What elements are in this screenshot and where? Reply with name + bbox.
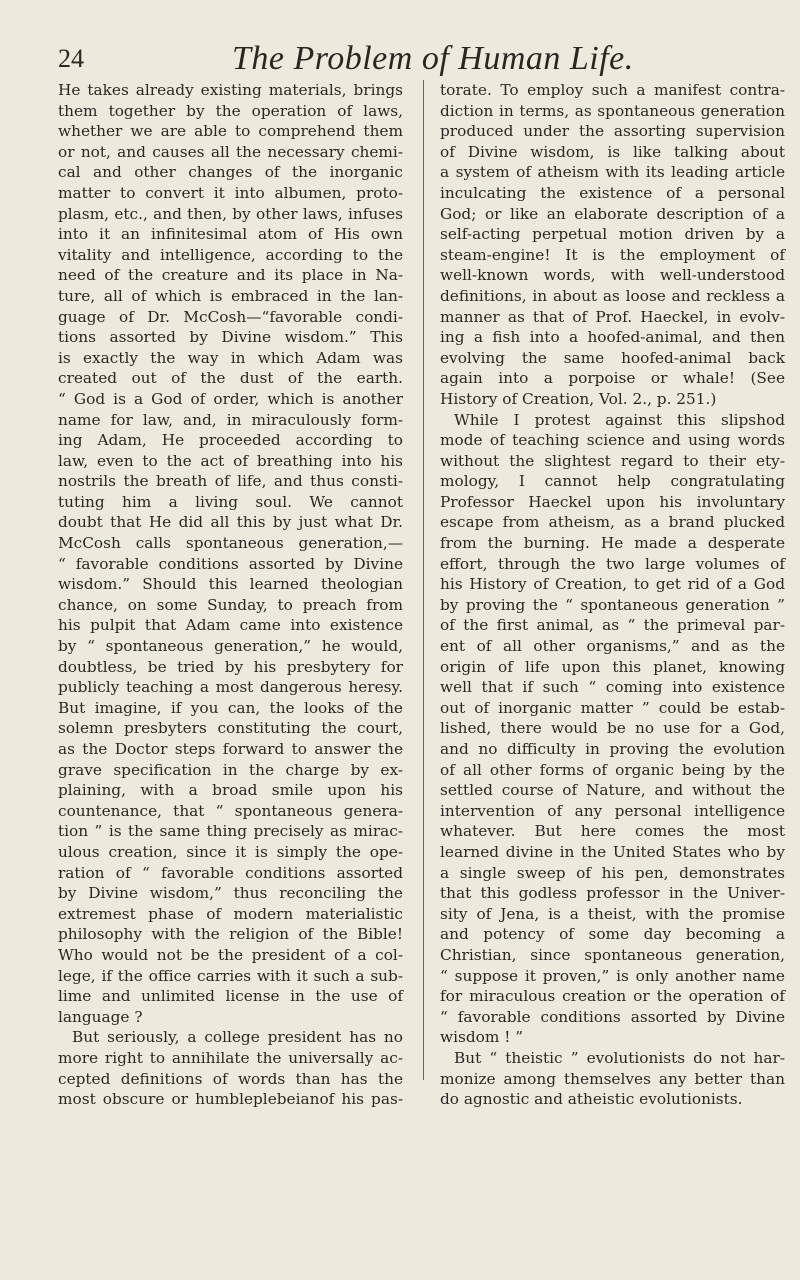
column-divider	[423, 80, 424, 1080]
text-line: do agnostic and atheistic evolutionists.	[440, 1090, 743, 1109]
running-head: The Problem of Human Life.	[232, 40, 634, 77]
text-line: law, even to the act of breathing into his	[58, 451, 403, 470]
text-line: of the first animal, as “ the primeval par-	[440, 616, 785, 635]
text-line: name for law, and, in miraculously form-	[58, 410, 403, 429]
text-line: his pulpit that Adam came into existence	[58, 616, 403, 635]
text-line: as the Doctor steps forward to answer the	[58, 740, 403, 758]
text-line: whatever. But here comes the most	[440, 822, 785, 841]
text-line: again into a porpoise or whale! (See	[440, 369, 785, 388]
text-line: by “ spontaneous generation,” he would,	[58, 637, 403, 656]
text-line: History of Creation, Vol. 2., p. 251.)	[440, 389, 717, 408]
text-line: doubt that He did all this by just what Dr.	[58, 513, 403, 532]
right-text-column	[440, 80, 785, 1109]
text-line: and no difficulty in proving the evolution	[440, 740, 785, 758]
text-line: ent of all other organisms,” and as the	[440, 637, 785, 656]
text-line: chance, on some Sunday, to preach from	[58, 595, 403, 614]
text-line: ulous creation, since it is simply the ope-	[58, 842, 403, 861]
text-line: mode of teaching science and using words	[440, 431, 785, 450]
text-line: into it an infinitesimal atom of His own	[58, 225, 403, 244]
text-line: and potency of some day becoming a	[440, 925, 785, 944]
text-line: most obscure or humbleplebeianof his pas-	[58, 1090, 403, 1109]
text-line: doubtless, be tried by his presbytery for	[58, 657, 403, 676]
text-line: matter to convert it into albumen, proto-	[58, 183, 403, 202]
text-line: guage of Dr. McCosh—“favorable condi-	[58, 307, 403, 326]
text-line: intervention of any personal intelligence	[440, 801, 785, 820]
text-line: “ favorable conditions assorted by Divine	[58, 554, 403, 573]
text-line: produced under the assorting supervision	[440, 122, 785, 141]
text-line: evolving the same hoofed-animal back	[440, 348, 785, 367]
text-line: definitions, in about as loose and reckless a	[440, 286, 785, 305]
text-line: learned divine in the United States who by	[440, 842, 785, 861]
text-line: McCosh calls spontaneous generation,—	[58, 534, 403, 553]
text-line: his History of Creation, to get rid of a God	[440, 575, 785, 594]
text-line: plasm, etc., and then, by other laws, infuses	[58, 204, 403, 223]
text-line: tion ” is the same thing precisely as mirac-	[58, 822, 403, 841]
text-line: need of the creature and its place in Na-	[58, 266, 403, 285]
text-line: But seriously, a college president has no	[72, 1028, 403, 1047]
text-line: nostrils the breath of life, and thus consti-	[58, 472, 403, 491]
text-line: God; or like an elaborate description of a	[440, 204, 785, 223]
text-line: more right to annihilate the universally ac-	[58, 1048, 403, 1067]
text-line: them together by the operation of laws,	[58, 101, 403, 120]
text-line: out of inorganic matter ” could be estab-	[440, 698, 785, 717]
text-line: well that if such “ coming into existence	[440, 678, 785, 697]
text-line: Professor Haeckel upon his involuntary	[440, 492, 785, 511]
text-line: cepted definitions of words than has the	[58, 1069, 403, 1088]
text-line: extremest phase of modern materialistic	[58, 904, 403, 923]
text-line: ing Adam, He proceeded according to	[58, 431, 403, 450]
text-line: manner as that of Prof. Haeckel, in evolv-	[440, 307, 785, 326]
text-line: “ suppose it proven,” is only another name	[440, 966, 785, 985]
text-line: by Divine wisdom,” thus reconciling the	[58, 884, 403, 903]
text-line: a system of atheism with its leading article	[440, 163, 785, 182]
text-line: whether we are able to comprehend them	[58, 122, 403, 141]
text-line: from the burning. He made a desperate	[440, 534, 785, 553]
text-line: lished, there would be no use for a God,	[440, 719, 785, 738]
text-line: of Divine wisdom, is like talking about	[440, 142, 785, 161]
text-line: of all other forms of organic being by the	[440, 760, 785, 779]
text-line: settled course of Nature, and without the	[440, 781, 785, 800]
text-line: well-known words, with well-understood	[440, 266, 785, 285]
text-line: wisdom.” Should this learned theologian	[58, 575, 403, 594]
text-line: Who would not be the president of a col-	[58, 945, 403, 964]
text-line: self-acting perpetual motion driven by a	[440, 225, 785, 244]
text-line: diction in terms, as spontaneous generation	[440, 101, 785, 120]
text-line: tuting him a living soul. We cannot	[58, 492, 403, 511]
text-line: Christian, since spontaneous generation,	[440, 945, 785, 964]
text-line: countenance, that “ spontaneous genera-	[58, 801, 403, 820]
text-line: steam-engine! It is the employment of	[440, 245, 785, 264]
text-line: created out of the dust of the earth.	[58, 369, 403, 388]
text-line: ration of “ favorable conditions assorted	[58, 863, 403, 882]
text-line: cal and other changes of the inorganic	[58, 163, 403, 182]
text-line: He takes already existing materials, brings	[58, 81, 403, 99]
text-line: tions assorted by Divine wisdom.” This	[58, 328, 403, 347]
text-line: lege, if the office carries with it such a sub-	[58, 966, 403, 985]
text-line: or not, and causes all the necessary chemi-	[58, 142, 403, 161]
text-line: language ?	[58, 1007, 143, 1026]
text-line: But “ theistic ” evolutionists do not har-	[454, 1048, 785, 1067]
text-line: without the slightest regard to their ety-	[440, 451, 785, 470]
text-line: wisdom ! ”	[440, 1028, 524, 1047]
text-line: vitality and intelligence, according to the	[58, 245, 403, 264]
text-line: for miraculous creation or the operation of	[440, 987, 785, 1006]
text-line: plaining, with a broad smile upon his	[58, 781, 403, 800]
text-line: sity of Jena, is a theist, with the promise	[440, 904, 785, 923]
text-line: philosophy with the religion of the Bible!	[58, 925, 403, 944]
text-line: effort, through the two large volumes of	[440, 554, 785, 573]
left-text-column	[58, 80, 403, 1109]
text-line: mology, I cannot help congratulating	[440, 472, 785, 491]
text-line: “ favorable conditions assorted by Divine	[440, 1007, 785, 1026]
page-number: 24	[58, 44, 84, 73]
text-line: by proving the “ spontaneous generation ”	[440, 595, 785, 614]
text-line: origin of life upon this planet, knowing	[440, 657, 785, 676]
text-line: While I protest against this slipshod	[454, 410, 785, 429]
text-line: is exactly the way in which Adam was	[58, 348, 403, 367]
text-line: a single sweep of his pen, demonstrates	[440, 863, 785, 882]
text-line: escape from atheism, as a brand plucked	[440, 513, 785, 532]
text-line: lime and unlimited license in the use of	[58, 987, 403, 1006]
text-line: ing a fish into a hoofed-animal, and then	[440, 328, 785, 347]
text-line: monize among themselves any better than	[440, 1069, 785, 1088]
text-line: But imagine, if you can, the looks of the	[58, 698, 403, 717]
text-line: solemn presbyters constituting the court,	[58, 719, 403, 738]
text-line: publicly teaching a most dangerous heresy.	[58, 678, 403, 697]
text-line: ture, all of which is embraced in the lan-	[58, 286, 403, 305]
text-line: grave specification in the charge by ex-	[58, 760, 403, 779]
text-line: torate. To employ such a manifest contra-	[440, 81, 785, 99]
text-line: that this godless professor in the Univer-	[440, 884, 785, 903]
text-line: inculcating the existence of a personal	[440, 183, 785, 202]
text-line: “ God is a God of order, which is another	[58, 389, 403, 408]
